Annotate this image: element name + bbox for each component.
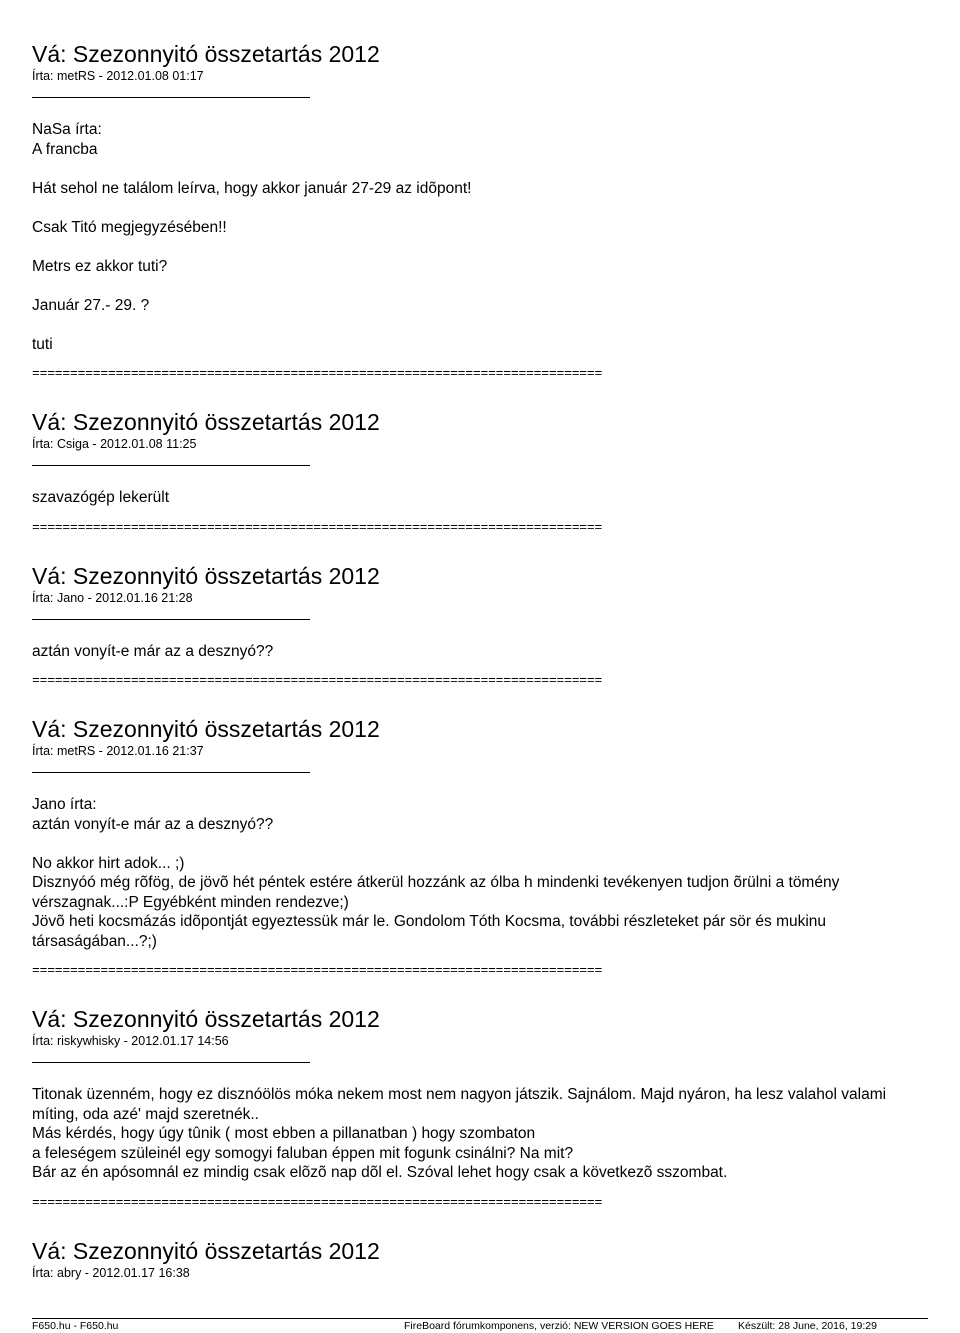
- post-separator: ===========================================================================: [32, 1194, 603, 1210]
- post-meta: Írta: metRS - 2012.01.16 21:37: [32, 744, 204, 758]
- post-body: [32, 120, 912, 354]
- post-title: Vá: Szezonnyitó összetartás 2012: [32, 41, 380, 67]
- post-line: aztán vonyít-e már az a desznyó??: [32, 642, 274, 660]
- post-line: Január 27.- 29. ?: [32, 296, 150, 314]
- post: [32, 1237, 912, 1281]
- post-line: Bár az én apósomnál ez mindig csak elõzõ nap dõl el. Szóval lehet hogy csak a következõ sszombat.: [32, 1164, 728, 1181]
- post-meta: Írta: Csiga - 2012.01.08 11:25: [32, 437, 197, 451]
- post-divider: [32, 619, 310, 620]
- post-line: Metrs ez akkor tuti?: [32, 257, 168, 275]
- post-separator: ===========================================================================: [32, 366, 603, 381]
- post-line: tuti: [32, 335, 53, 353]
- post-meta: Írta: abry - 2012.01.17 16:38: [32, 1265, 190, 1280]
- post-title: Vá: Szezonnyitó összetartás 2012: [32, 409, 380, 435]
- post-divider: [32, 465, 310, 466]
- footer-component: FireBoard fórumkomponens, verzió: NEW VERSION GOES HERE: [404, 1320, 714, 1332]
- post-title: Vá: Szezonnyitó összetartás 2012: [32, 716, 380, 742]
- post-line: Hát sehol ne találom leírva, hogy akkor január 27-29 az idõpont!: [32, 179, 472, 197]
- post-title: Vá: Szezonnyitó összetartás 2012: [32, 562, 380, 589]
- post-line: Más kérdés, hogy úgy tûnik ( most ebben a pillanatban ) hogy szombaton: [32, 1125, 536, 1142]
- post: [32, 562, 912, 690]
- post: [32, 408, 912, 536]
- post-body: [32, 795, 912, 951]
- post-line: Jövõ heti kocsmázás idõpontját egyeztessük már le. Gondolom Tóth Kocsma, további részleteket pár sör és mukinu társaságában...?;): [32, 913, 827, 950]
- post-separator: ===========================================================================: [32, 673, 603, 688]
- post-line: a feleségem szüleinél egy somogyi faluban éppen mit fogunk csinálni? Na mit?: [32, 1144, 574, 1162]
- post-body: [32, 642, 912, 662]
- post-line: Csak Titó megjegyzésében!!: [32, 218, 227, 236]
- post-title: Vá: Szezonnyitó összetartás 2012: [32, 1006, 380, 1032]
- post: [32, 40, 912, 382]
- quote-text: aztán vonyít-e már az a desznyó??: [32, 815, 274, 833]
- post-body: [32, 1085, 912, 1183]
- post-divider: [32, 97, 310, 98]
- post-meta: Írta: riskywhisky - 2012.01.17 14:56: [32, 1034, 229, 1048]
- post-divider: [32, 772, 310, 773]
- post-separator: ===========================================================================: [32, 519, 603, 535]
- post-line: Disznyóó még rõfög, de jövõ hét péntek estére átkerül hozzánk az ólba h mindenki tevékenyen tudjon õrülni a tömény vérszagnak...:P Egyébként minden rendezve;): [32, 874, 840, 911]
- post: [32, 1005, 912, 1211]
- footer-created: Készült: 28 June, 2016, 19:29: [738, 1320, 877, 1332]
- quote-author: Jano írta:: [32, 796, 97, 813]
- forum-export-page: [32, 40, 912, 1281]
- post-divider: [32, 1062, 310, 1063]
- page-footer: [32, 1318, 928, 1333]
- footer-site: F650.hu - F650.hu: [32, 1320, 119, 1332]
- post-meta: Írta: metRS - 2012.01.08 01:17: [32, 69, 204, 83]
- post-line: Titonak üzenném, hogy ez disznóölös móka nekem most nem nagyon játszik. Sajnálom. Majd nyáron, ha lesz valahol valami míting, oda azé' majd szeretnék..: [32, 1086, 887, 1123]
- post-line: No akkor hirt adok... ;): [32, 854, 185, 872]
- post: [32, 715, 912, 979]
- quote-text: A francba: [32, 140, 98, 158]
- post-line: szavazógép lekerült: [32, 489, 169, 506]
- post-body: [32, 488, 912, 508]
- quote-author: NaSa írta:: [32, 121, 102, 138]
- post-title: Vá: Szezonnyitó összetartás 2012: [32, 1237, 380, 1264]
- post-meta: Írta: Jano - 2012.01.16 21:28: [32, 590, 193, 605]
- post-separator: ===========================================================================: [32, 963, 603, 978]
